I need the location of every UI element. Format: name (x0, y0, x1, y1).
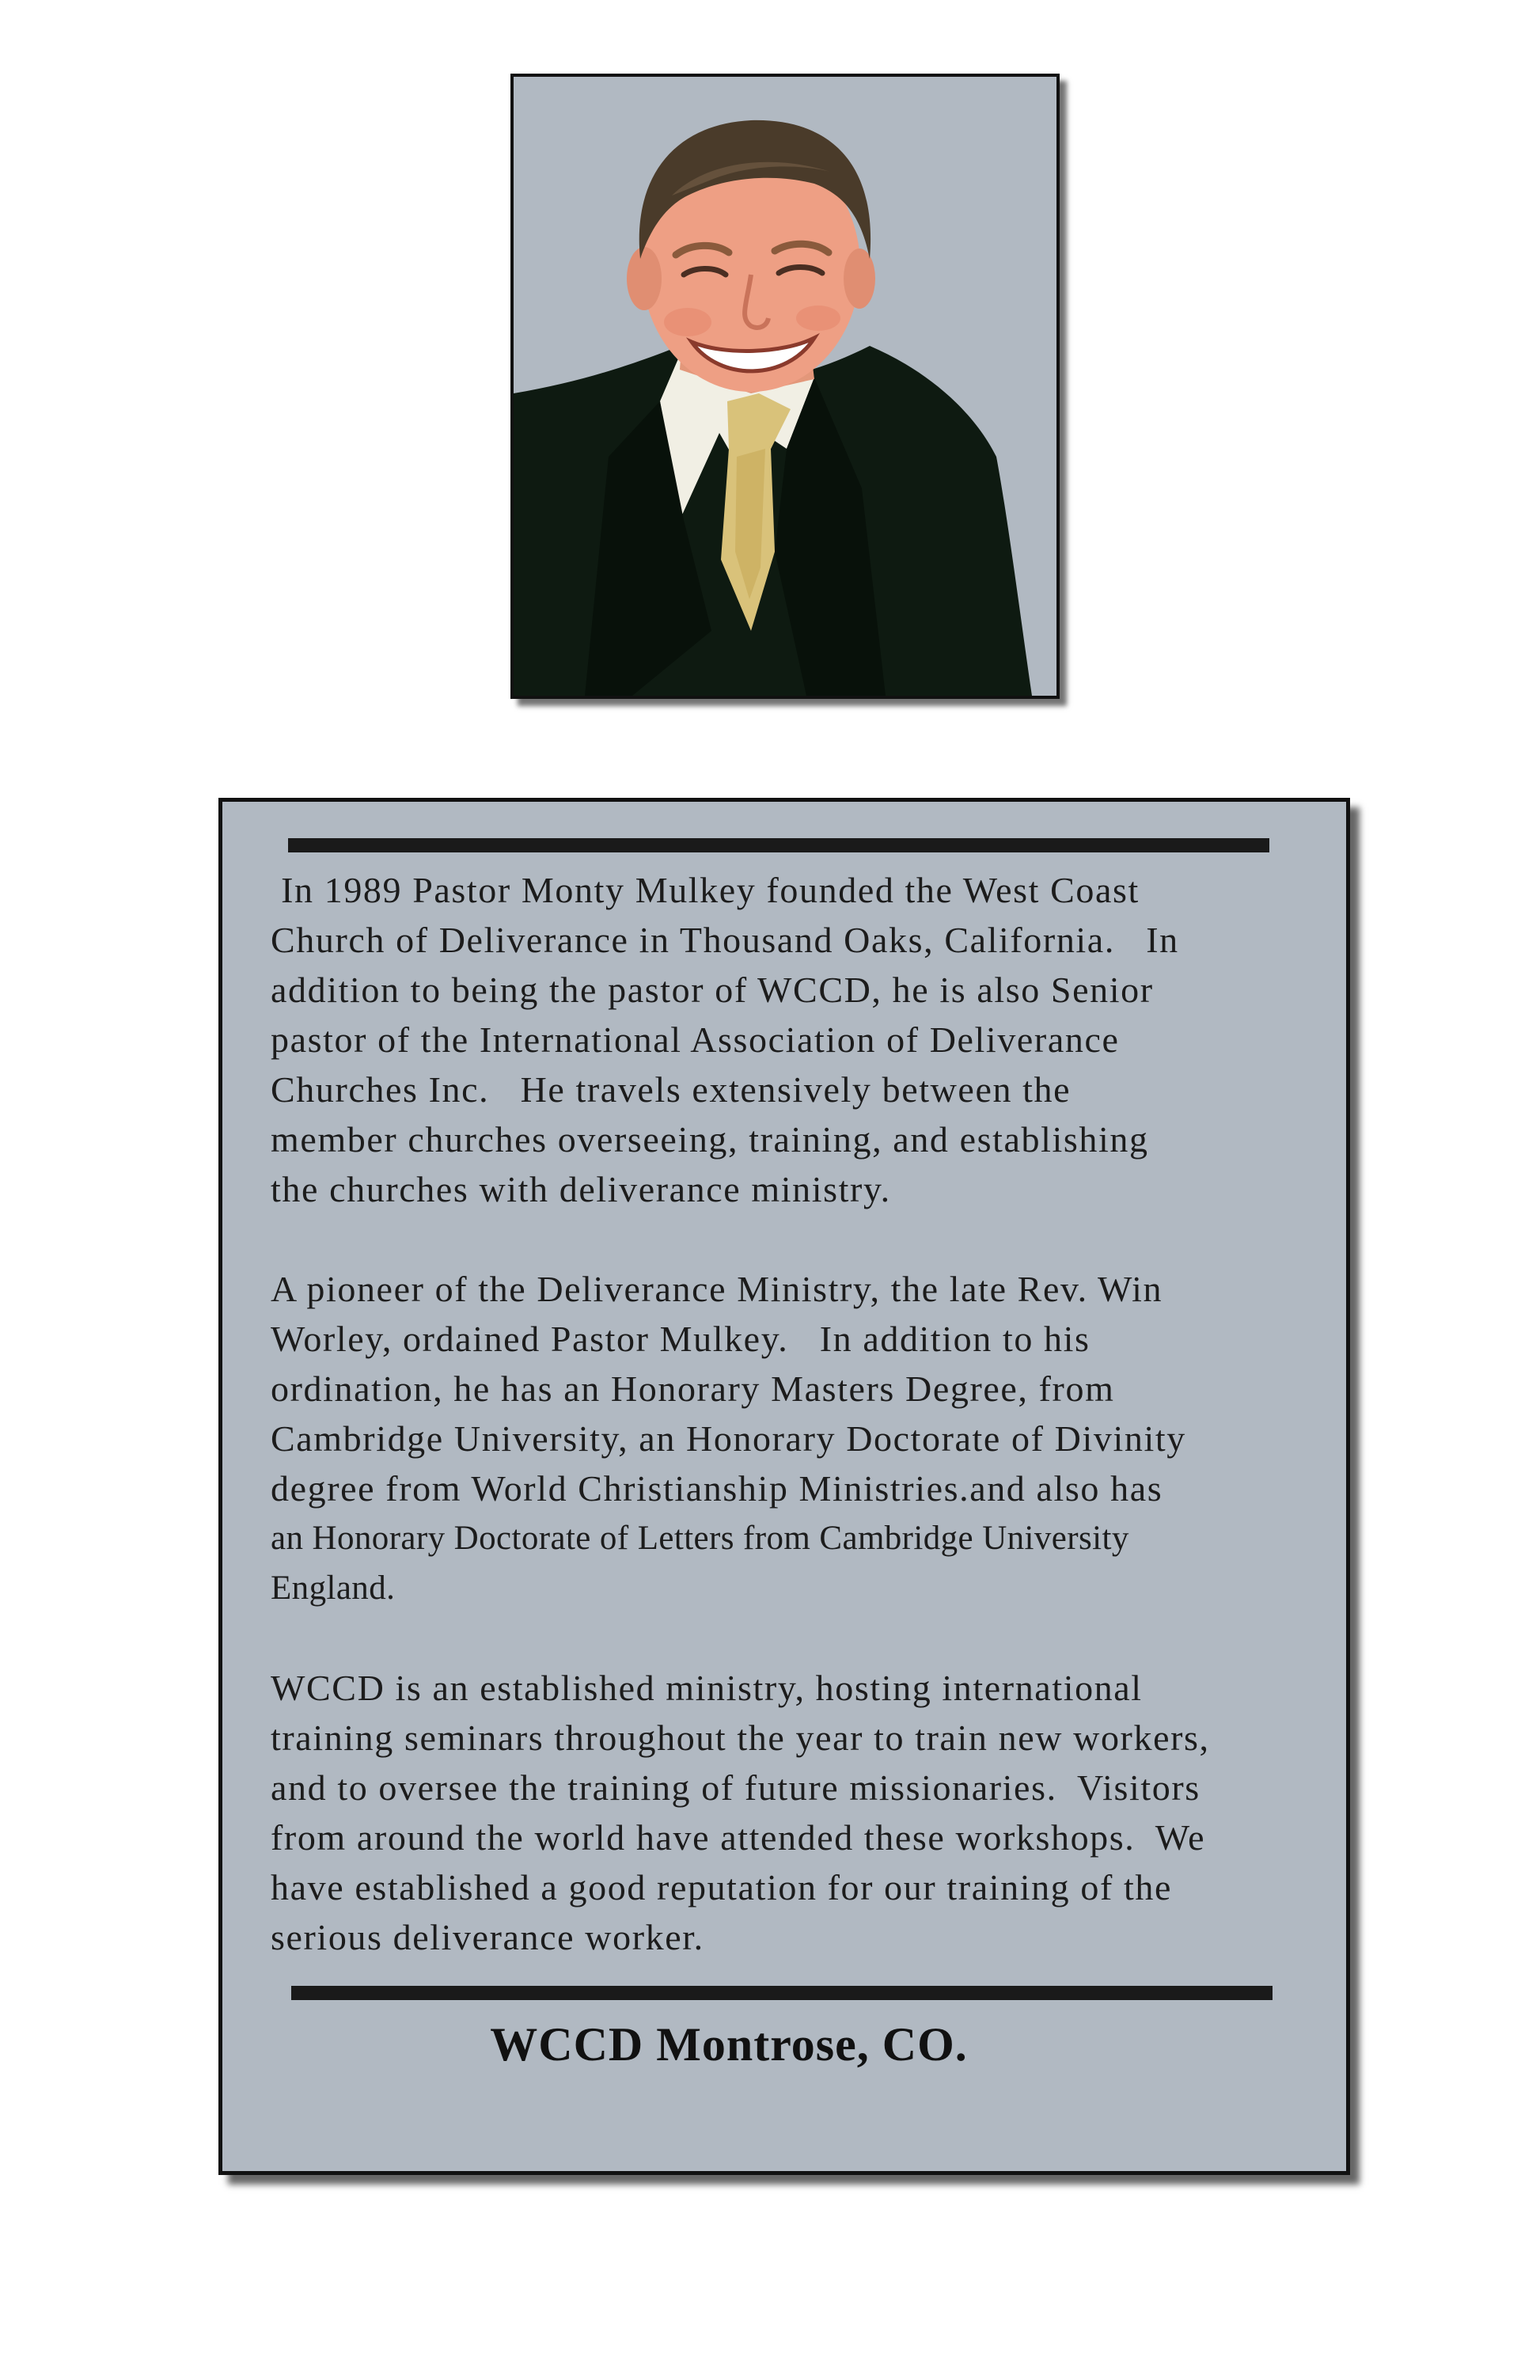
text-line: an Honorary Doctorate of Letters from Cambridge University (271, 1520, 1129, 1557)
bio-text (271, 865, 1292, 1962)
text-line: Church of Deliverance in Thousand Oaks, California. In (271, 920, 1179, 960)
paragraph-founding (271, 865, 1292, 1214)
text-line: WCCD is an established ministry, hosting international (271, 1668, 1143, 1708)
info-panel (218, 798, 1350, 2175)
text-line: Cambridge University, an Honorary Doctorate of Divinity (271, 1418, 1186, 1459)
top-divider (288, 838, 1269, 852)
portrait-photo (510, 74, 1060, 699)
text-line: and to oversee the training of future missionaries. Visitors (271, 1767, 1201, 1808)
text-line: Churches Inc. He travels extensively between the (271, 1069, 1072, 1110)
text-line: degree from World Christianship Ministries.and also has (271, 1468, 1163, 1509)
bottom-divider (291, 1986, 1273, 2000)
text-line: have established a good reputation for our training of the (271, 1867, 1172, 1907)
paragraph-credentials (271, 1264, 1292, 1613)
text-line: Worley, ordained Pastor Mulkey. In addition to his (271, 1319, 1091, 1359)
text-line: from around the world have attended these workshops. We (271, 1817, 1206, 1858)
text-line: England. (271, 1570, 396, 1607)
text-line: serious deliverance worker. (271, 1917, 704, 1957)
text-line: ordination, he has an Honorary Masters Degree, from (271, 1368, 1115, 1409)
paragraph-spacer (271, 1214, 1292, 1264)
text-line: In 1989 Pastor Monty Mulkey founded the West Coast (271, 870, 1140, 910)
text-line: the churches with deliverance ministry. (271, 1169, 891, 1209)
text-line: member churches overseeing, training, and establishing (271, 1119, 1149, 1160)
text-line: addition to being the pastor of WCCD, he is also Senior (271, 970, 1154, 1010)
text-line: A pioneer of the Deliverance Ministry, the late Rev. Win (271, 1269, 1163, 1309)
portrait-illustration (514, 77, 1056, 696)
paragraph-spacer (271, 1613, 1292, 1663)
footer-location: WCCD Montrose, CO. (490, 2018, 968, 2071)
text-line: pastor of the International Association of Deliverance (271, 1019, 1120, 1060)
paragraph-ministry (271, 1663, 1292, 1962)
text-line: training seminars throughout the year to train new workers, (271, 1718, 1210, 1758)
